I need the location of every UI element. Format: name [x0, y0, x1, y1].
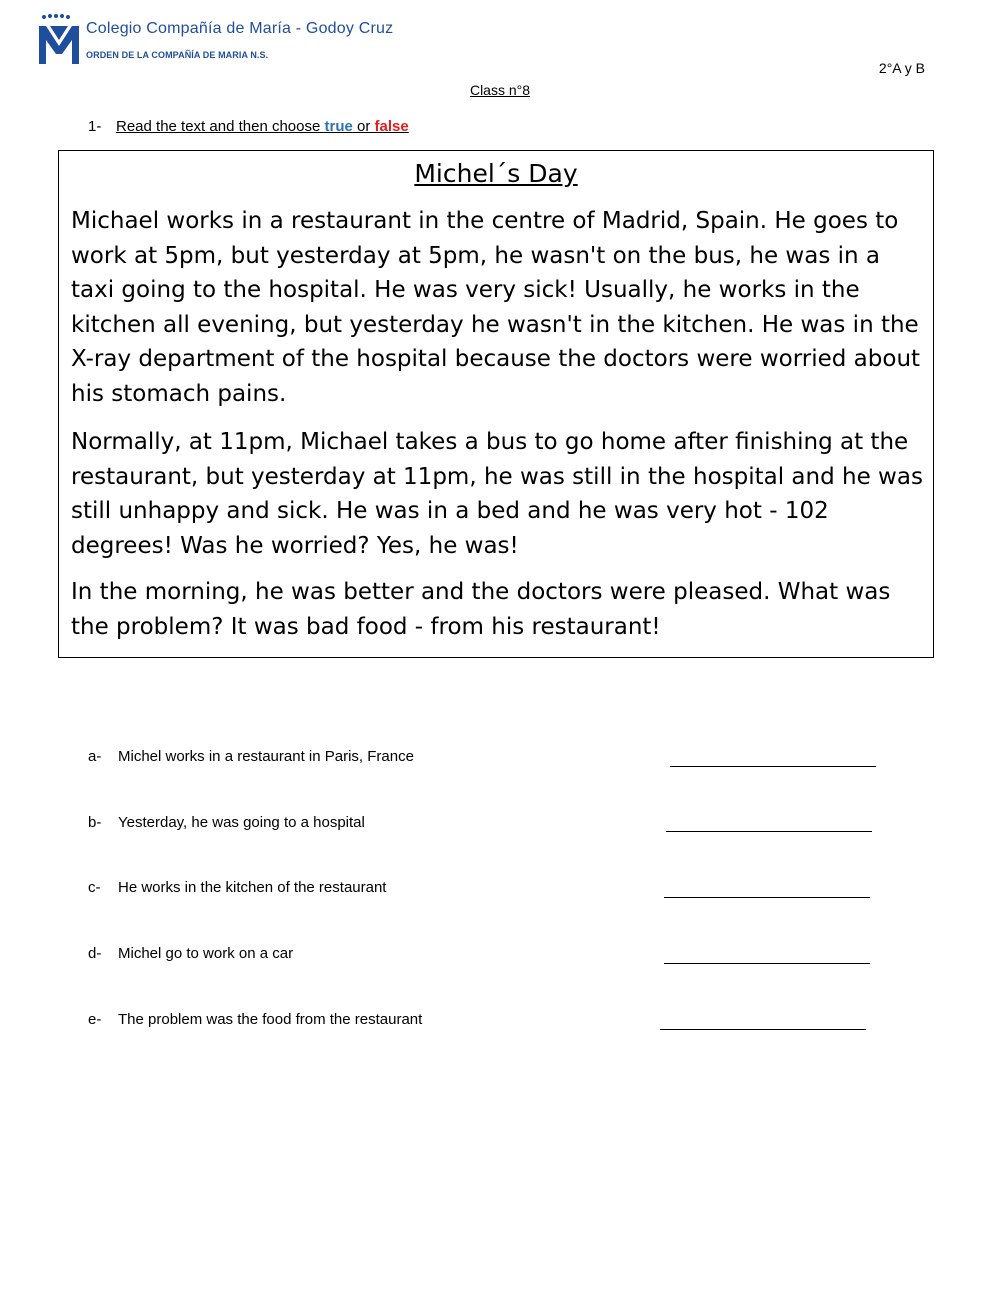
- true-word: true: [324, 118, 353, 135]
- answer-blank-c[interactable]: [664, 896, 870, 898]
- question-text: Yesterday, he was going to a hospital: [118, 814, 365, 831]
- answer-blank-a[interactable]: [670, 765, 876, 767]
- school-name: Colegio Compañía de María - Godoy Cruz: [86, 20, 394, 37]
- instruction-number: 1-: [88, 118, 102, 135]
- story-box: [58, 150, 934, 658]
- answer-blank-e[interactable]: [660, 1028, 866, 1030]
- class-title: Class n°8: [469, 82, 531, 98]
- instruction-text-before: Read the text and then choose: [116, 118, 325, 135]
- story-paragraph-1: Michael works in a restaurant in the centre of Madrid, Spain. He goes to work at 5pm, but yesterday at 5pm, he wasn't on the bus, he was in a taxi going to the hospital. He was very sick! Usually, he works in the kitchen all evening, but yesterday he wasn't in the kitchen. He was in the X-ray department of the hospital because the doctors were worried about his stomach pains.: [71, 208, 921, 407]
- question-text: The problem was the food from the restaurant: [118, 1011, 423, 1028]
- question-text: Michel go to work on a car: [118, 945, 294, 962]
- question-a: [88, 748, 414, 765]
- question-letter: a-: [88, 748, 102, 765]
- instruction-text: [116, 118, 409, 135]
- question-d: [88, 945, 293, 962]
- question-e: [88, 1011, 422, 1028]
- question-text: He works in the kitchen of the restaurant: [118, 879, 387, 896]
- story-paragraph-3: In the morning, he was better and the doctors were pleased. What was the problem? It was bad food - from his restaurant!: [71, 579, 891, 640]
- instruction-line: [88, 118, 409, 135]
- question-b: [88, 814, 365, 831]
- question-letter: e-: [88, 1011, 102, 1028]
- answer-blank-d[interactable]: [664, 962, 870, 964]
- school-subtitle: ORDEN DE LA COMPAÑÍA DE MARIA N.S.: [86, 50, 269, 60]
- question-text: Michel works in a restaurant in Paris, France: [118, 748, 414, 765]
- school-logo-icon: [36, 14, 86, 68]
- question-letter: b-: [88, 814, 102, 831]
- question-letter: c-: [88, 879, 101, 896]
- question-letter: d-: [88, 945, 102, 962]
- answer-blank-b[interactable]: [666, 830, 872, 832]
- instruction-middle: or: [352, 118, 375, 135]
- story-paragraph-2: Normally, at 11pm, Michael takes a bus to go home after finishing at the restaurant, but yesterday at 11pm, he was still in the hospital and he was still unhappy and sick. He was in a bed and he was very hot - 102 degrees! Was he worried? Yes, he was!: [71, 429, 923, 559]
- question-c: [88, 879, 386, 896]
- grade-label: 2°A y B: [878, 60, 925, 76]
- false-word: false: [374, 118, 409, 135]
- story-title: Michel´s Day: [414, 159, 578, 188]
